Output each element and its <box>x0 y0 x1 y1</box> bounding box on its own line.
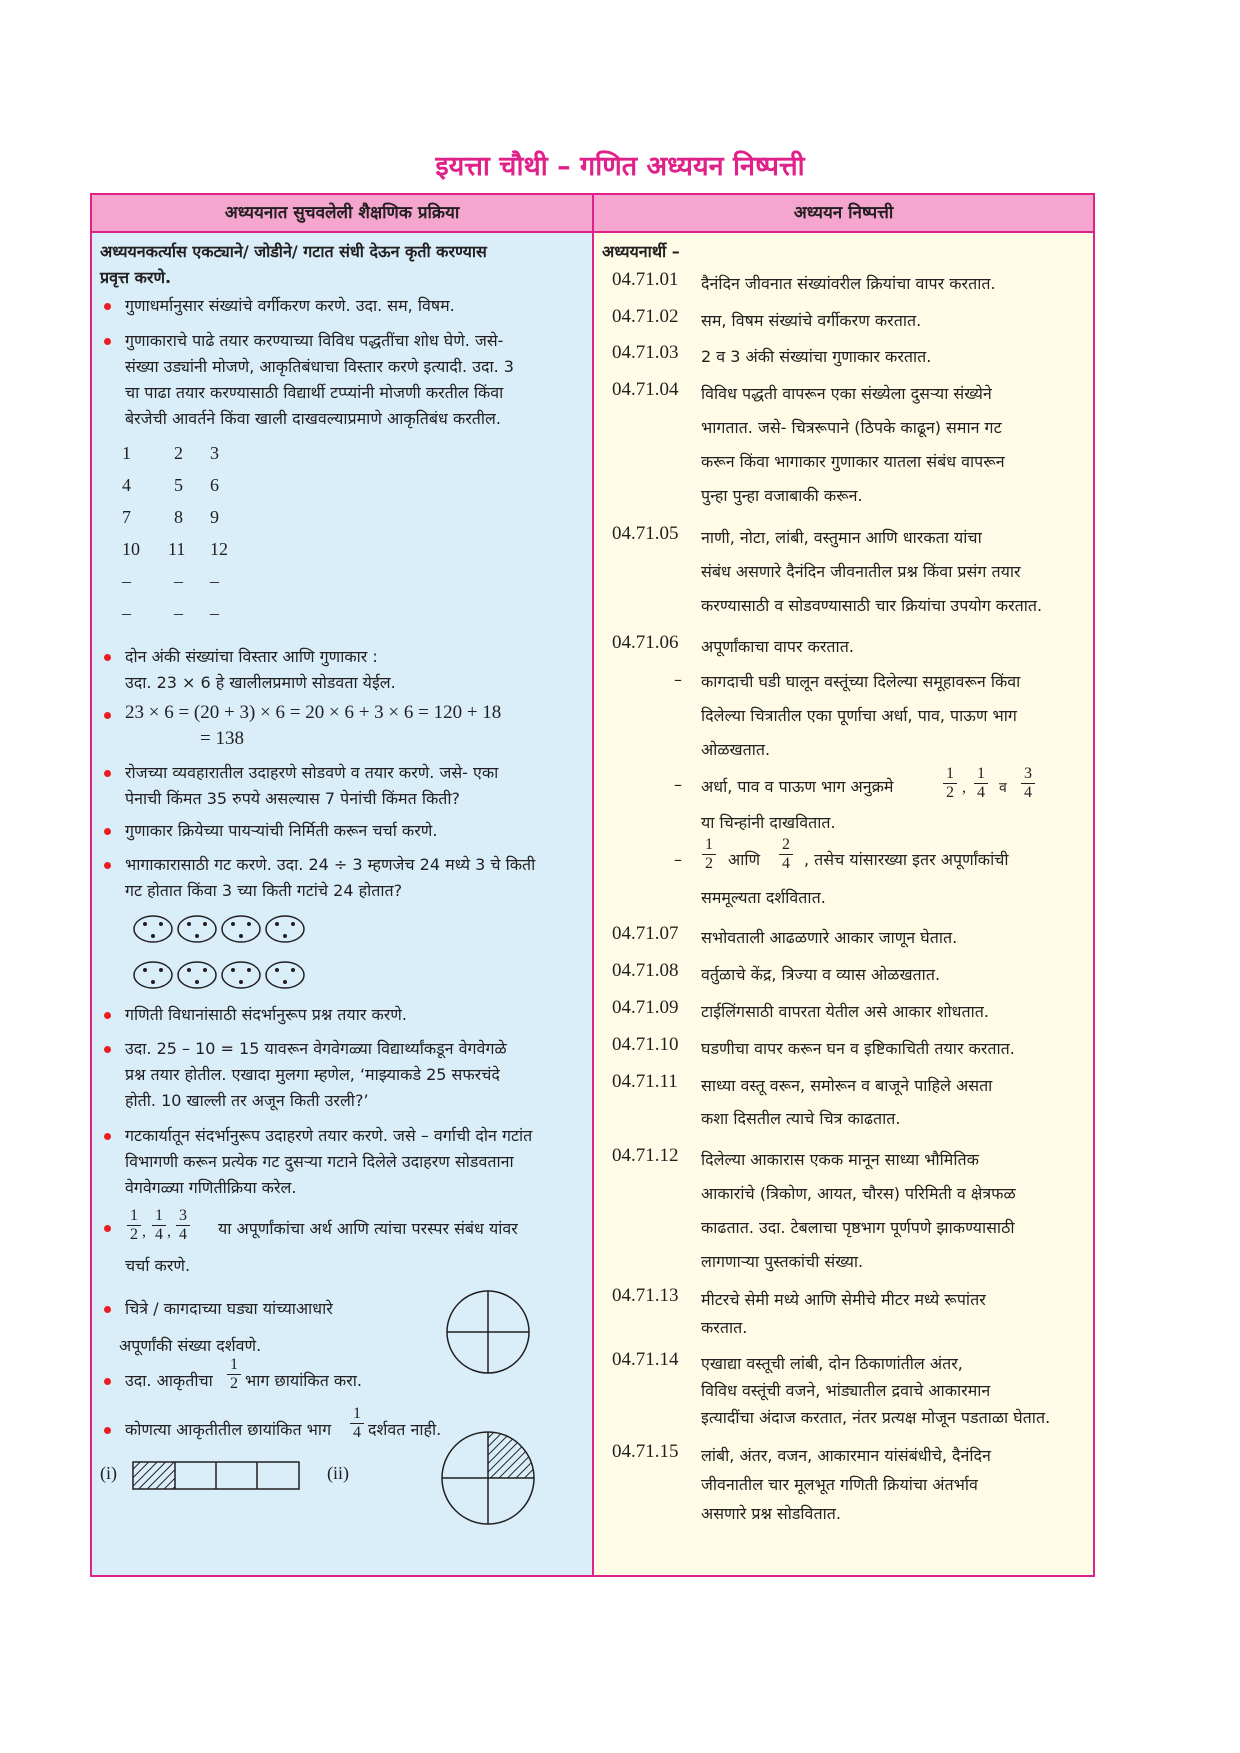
fraction-quarter: $\frac{1}{4}$ <box>350 1405 364 1442</box>
sub-dash: – <box>674 850 682 869</box>
grid-cell: – <box>122 571 131 591</box>
outcome-text: भागतात. जसे- चित्ररूपाने (ठिपके काढून) समान गट <box>701 418 1002 437</box>
left-intro-line-2: प्रवृत्त करणे. <box>100 268 172 287</box>
outcome-code: 04.71.11 <box>612 1071 678 1092</box>
sub-point-2-and: व <box>999 780 1007 796</box>
bullet-13-text-b: भाग छायांकित करा. <box>245 1371 362 1390</box>
outcome-code: 04.71.03 <box>612 342 679 363</box>
outcome-code: 04.71.08 <box>612 960 679 981</box>
outcome-text: साध्या वस्तू वरून, समोरून व बाजूने पाहिले असता <box>701 1076 993 1095</box>
outcome-text: करतात. <box>701 1318 748 1337</box>
outcome-text: घडणीचा वापर करून घन व इष्टिकाचिती तयार करतात. <box>701 1039 1015 1058</box>
outcome-text: इत्यादींचा अंदाज करतात, नंतर प्रत्यक्ष मोजून पडताळा घेतात. <box>701 1408 1051 1427</box>
bullet-icon <box>104 828 111 835</box>
bullet-12-line-1: चित्रे / कागदाच्या घड्या यांच्याआधारे <box>125 1299 333 1318</box>
bullet-2-line-3: चा पाढा तयार करण्यासाठी विद्यार्थी टप्प्यांनी मोजणी करतील किंवा <box>125 383 504 402</box>
comma: , <box>142 1223 146 1240</box>
bullet-13-text-a: उदा. आकृतीचा <box>125 1371 213 1390</box>
sub-point-2-text-b: या चिन्हांनी दाखवितात. <box>701 813 836 832</box>
outcome-code: 04.71.05 <box>612 523 679 544</box>
bullet-icon <box>104 338 111 345</box>
dot-groups-figure <box>132 909 332 1001</box>
sub-dash: – <box>674 670 682 689</box>
grid-cell: 7 <box>122 507 131 527</box>
bullet-icon <box>104 862 111 869</box>
bullet-8: गणिती विधानांसाठी संदर्भानुरूप प्रश्न तयार करणे. <box>125 1005 407 1024</box>
fraction-three-quarter: $\frac{3}{4}$ <box>176 1207 190 1244</box>
grid-cell: 9 <box>210 507 219 527</box>
bullet-2-line-4: बेरजेची आवर्तने किंवा खाली दाखवल्याप्रमाणे आकृतिबंध करतील. <box>125 409 501 428</box>
bullet-9-line-1: उदा. 25 – 10 = 15 यावरून वेगवेगळ्या विद्यार्थ्यांकडून वेगवेगळे <box>125 1039 507 1058</box>
left-intro-line-1: अध्ययनकर्त्यास एकट्याने/ जोडीने/ गटात संधी देऊन कृती करण्यास <box>100 242 487 261</box>
outcome-text: अपूर्णांकाचा वापर करतात. <box>701 637 854 656</box>
bullet-14-text-b: दर्शवत नाही. <box>368 1420 442 1439</box>
bullet-icon <box>104 1378 111 1385</box>
outcome-text: लांबी, अंतर, वजन, आकारमान यांसंबंधीचे, दैनंदिन <box>701 1446 991 1465</box>
sub-point-1-line-3: ओळखतात. <box>701 740 771 759</box>
right-column-header: अध्ययन निष्पत्ती <box>594 195 1093 233</box>
sub-point-1-line-1: कागदाची घडी घालून वस्तूंच्या दिलेल्या समूहावरून किंवा <box>701 672 1021 691</box>
outcome-code: 04.71.01 <box>612 269 679 290</box>
fraction-half: $\frac{1}{2}$ <box>227 1356 241 1393</box>
bullet-4-line-2: = 138 <box>200 728 244 749</box>
outcome-text: कशा दिसतील त्याचे चित्र काढतात. <box>701 1109 901 1128</box>
outcome-code: 04.71.14 <box>612 1349 679 1370</box>
outcome-text: दैनंदिन जीवनात संख्यांवरील क्रियांचा वापर करतात. <box>701 274 996 293</box>
bullet-9-line-2: प्रश्न तयार होतील. एखादा मुलगा म्हणेल, ‘माझ्याकडे 25 सफरचंदे <box>125 1065 500 1084</box>
outcome-text: विविध वस्तूंची वजने, भांड्यातील द्रवाचे आकारमान <box>701 1381 991 1400</box>
bullet-14-text-a: कोणत्या आकृतीतील छायांकित भाग <box>125 1420 332 1439</box>
bullet-icon <box>104 712 111 719</box>
bullet-2-line-1: गुणाकाराचे पाढे तयार करण्याच्या विविध पद्धतींचा शोध घेणे. जसे- <box>125 331 504 350</box>
outcome-text: आकारांचे (त्रिकोण, आयत, चौरस) परिमिती व क्षेत्रफळ <box>701 1184 1016 1203</box>
sub-point-2-text-a: अर्धा, पाव व पाऊण भाग अनुक्रमे <box>701 777 894 796</box>
bullet-3-line-1: दोन अंकी संख्यांचा विस्तार आणि गुणाकार : <box>125 647 378 666</box>
bullet-11-line-2: चर्चा करणे. <box>125 1256 191 1275</box>
grid-cell: – <box>174 571 183 591</box>
grid-cell: – <box>122 603 131 623</box>
fraction-half: $\frac{1}{2}$ <box>943 765 957 802</box>
bullet-icon <box>104 1306 111 1313</box>
bullet-10-line-2: विभागणी करून प्रत्येक गट दुसऱ्या गटाने दिलेले उदाहरण सोडवताना <box>125 1152 514 1171</box>
bullet-6: गुणाकार क्रियेच्या पायऱ्यांची निर्मिती करून चर्चा करणे. <box>125 821 438 840</box>
grid-cell: 11 <box>168 539 186 559</box>
page-title: इयत्ता चौथी – गणित अध्ययन निष्पत्ती <box>435 151 805 182</box>
bullet-5-line-1: रोजच्या व्यवहारातील उदाहरणे सोडवणे व तयार करणे. जसे- एका <box>125 763 499 782</box>
outcome-text: संबंध असणारे दैनंदिन जीवनातील प्रश्न किंवा प्रसंग तयार <box>701 562 1021 581</box>
grid-cell: 12 <box>210 539 228 559</box>
outcome-code: 04.71.07 <box>612 923 679 944</box>
sub-dash: – <box>674 775 682 794</box>
outcome-text: असणारे प्रश्न सोडवितात. <box>701 1504 841 1523</box>
outcome-text: वर्तुळाचे केंद्र, त्रिज्या व व्यास ओळखतात. <box>701 965 941 984</box>
bullet-9-line-3: होती. 10 खाल्ली तर अजून किती उरली?’ <box>125 1091 369 1110</box>
grid-cell: 8 <box>174 507 183 527</box>
outcome-text: 2 व 3 अंकी संख्यांचा गुणाकार करतात. <box>701 347 932 366</box>
circle-shaded-figure <box>438 1428 538 1528</box>
fraction-two-quarter: $\frac{2}{4}$ <box>779 836 793 873</box>
bullet-icon <box>104 1133 111 1140</box>
bullet-10-line-1: गटकार्यातून संदर्भानुरूप उदाहरणे तयार करणे. जसे – वर्गाची दोन गटांत <box>125 1126 533 1145</box>
outcome-text: करण्यासाठी व सोडवण्यासाठी चार क्रियांचा उपयोग करतात. <box>701 596 1043 615</box>
bullet-icon <box>104 770 111 777</box>
circle-quarters-figure <box>444 1288 532 1376</box>
figure-ii-label: (ii) <box>327 1463 349 1483</box>
outcome-text: एखाद्या वस्तूची लांबी, दोन ठिकाणांतील अंतर, <box>701 1354 963 1373</box>
grid-cell: 4 <box>122 475 131 495</box>
outcome-text: काढतात. उदा. टेबलाचा पृष्ठभाग पूर्णपणे झाकण्यासाठी <box>701 1218 1015 1237</box>
grid-cell: – <box>210 603 219 623</box>
fraction-half: $\frac{1}{2}$ <box>702 836 716 873</box>
bullet-icon <box>104 1046 111 1053</box>
outcome-text: दिलेल्या आकारास एकक मानून साध्या भौमितिक <box>701 1150 979 1169</box>
grid-cell: 10 <box>122 539 140 559</box>
outcome-code: 04.71.12 <box>612 1145 679 1166</box>
bullet-icon <box>104 1012 111 1019</box>
bullet-4-line-1: 23 × 6 = (20 + 3) × 6 = 20 × 6 + 3 × 6 = 120 + 18 <box>125 702 502 723</box>
outcomes-table <box>90 193 1095 1577</box>
outcome-text: टाईलिंगसाठी वापरता येतील असे आकार शोधतात. <box>701 1002 989 1021</box>
sub-point-1-line-2: दिलेल्या चित्रातील एका पूर्णाचा अर्धा, पाव, पाऊण भाग <box>701 706 1017 725</box>
grid-cell: 5 <box>174 475 183 495</box>
outcome-code: 04.71.02 <box>612 306 679 327</box>
bullet-1: गुणाधर्मानुसार संख्यांचे वर्गीकरण करणे. उदा. सम, विषम. <box>125 296 455 315</box>
outcome-text: जीवनातील चार मूलभूत गणिती क्रियांचा अंतर्भाव <box>701 1475 978 1494</box>
sub-point-3-text-b: , तसेच यांसारख्या इतर अपूर्णांकांची <box>804 850 1009 869</box>
outcome-text: विविध पद्धती वापरून एका संख्येला दुसऱ्या संख्येने <box>701 384 992 403</box>
bullet-7-line-1: भागाकारासाठी गट करणे. उदा. 24 ÷ 3 म्हणजेच 24 मध्ये 3 चे किती <box>125 855 536 874</box>
bullet-icon <box>104 654 111 661</box>
bullet-7-line-2: गट होतात किंवा 3 च्या किती गटांचे 24 होतात? <box>125 881 403 900</box>
fraction-quarter: $\frac{1}{4}$ <box>974 765 988 802</box>
grid-cell: – <box>210 571 219 591</box>
comma: , <box>167 1223 171 1240</box>
outcome-text: मीटरचे सेमी मध्ये आणि सेमीचे मीटर मध्ये रूपांतर <box>701 1290 986 1309</box>
bullet-12-line-2: अपूर्णांकी संख्या दर्शवणे. <box>119 1336 262 1355</box>
bullet-11-line-1: या अपूर्णांकांचा अर्थ आणि त्यांचा परस्पर संबंध यांवर <box>218 1219 518 1238</box>
outcome-code: 04.71.15 <box>612 1441 679 1462</box>
bullet-2-line-2: संख्या उड्यांनी मोजणे, आकृतिबंधाचा विस्तार करणे इत्यादी. उदा. 3 <box>125 357 514 376</box>
outcome-code: 04.71.10 <box>612 1034 679 1055</box>
grid-cell: – <box>174 603 183 623</box>
sub-point-3-text-c: सममूल्यता दर्शवितात. <box>701 888 826 907</box>
outcome-text: सम, विषम संख्यांचे वर्गीकरण करतात. <box>701 311 922 330</box>
fraction-quarter: $\frac{1}{4}$ <box>152 1207 166 1244</box>
outcome-code: 04.71.04 <box>612 379 679 400</box>
bullet-3-line-2: उदा. 23 × 6 हे खालीलप्रमाणे सोडवता येईल. <box>125 673 396 692</box>
sub-point-3-and: आणि <box>728 850 761 869</box>
pedagogy-column <box>92 233 594 1575</box>
outcome-code: 04.71.13 <box>612 1285 679 1306</box>
bullet-icon <box>104 303 111 310</box>
bullet-5-line-2: पेनाची किंमत 35 रुपये असल्यास 7 पेनांची किंमत किती? <box>125 789 461 808</box>
rectangle-parts-figure <box>132 1461 302 1491</box>
grid-cell: 6 <box>210 475 219 495</box>
outcomes-column <box>594 233 1093 1575</box>
left-column-header: अध्ययनात सुचवलेली शैक्षणिक प्रक्रिया <box>92 195 594 233</box>
outcome-code: 04.71.06 <box>612 632 679 653</box>
grid-cell: 3 <box>210 443 219 463</box>
outcome-text: पुन्हा पुन्हा वजाबाकी करून. <box>701 486 863 505</box>
right-intro: अध्ययनार्थी – <box>602 242 680 261</box>
figure-i-label: (i) <box>100 1463 117 1483</box>
outcome-code: 04.71.09 <box>612 997 679 1018</box>
outcome-text: नाणी, नोटा, लांबी, वस्तुमान आणि धारकता यांचा <box>701 528 982 547</box>
outcome-text: करून किंवा भागाकार गुणाकार यातला संबंध वापरून <box>701 452 1005 471</box>
grid-cell: 1 <box>122 443 131 463</box>
fraction-three-quarter: $\frac{3}{4}$ <box>1021 765 1035 802</box>
bullet-icon <box>104 1427 111 1434</box>
outcome-text: लागणाऱ्या पुस्तकांची संख्या. <box>701 1252 864 1271</box>
bullet-icon <box>104 1225 111 1232</box>
outcome-text: सभोवताली आढळणारे आकार जाणून घेतात. <box>701 928 958 947</box>
comma: , <box>962 779 966 796</box>
grid-cell: 2 <box>174 443 183 463</box>
bullet-10-line-3: वेगवेगळ्या गणितीक्रिया करेल. <box>125 1178 297 1197</box>
fraction-half: $\frac{1}{2}$ <box>127 1207 141 1244</box>
